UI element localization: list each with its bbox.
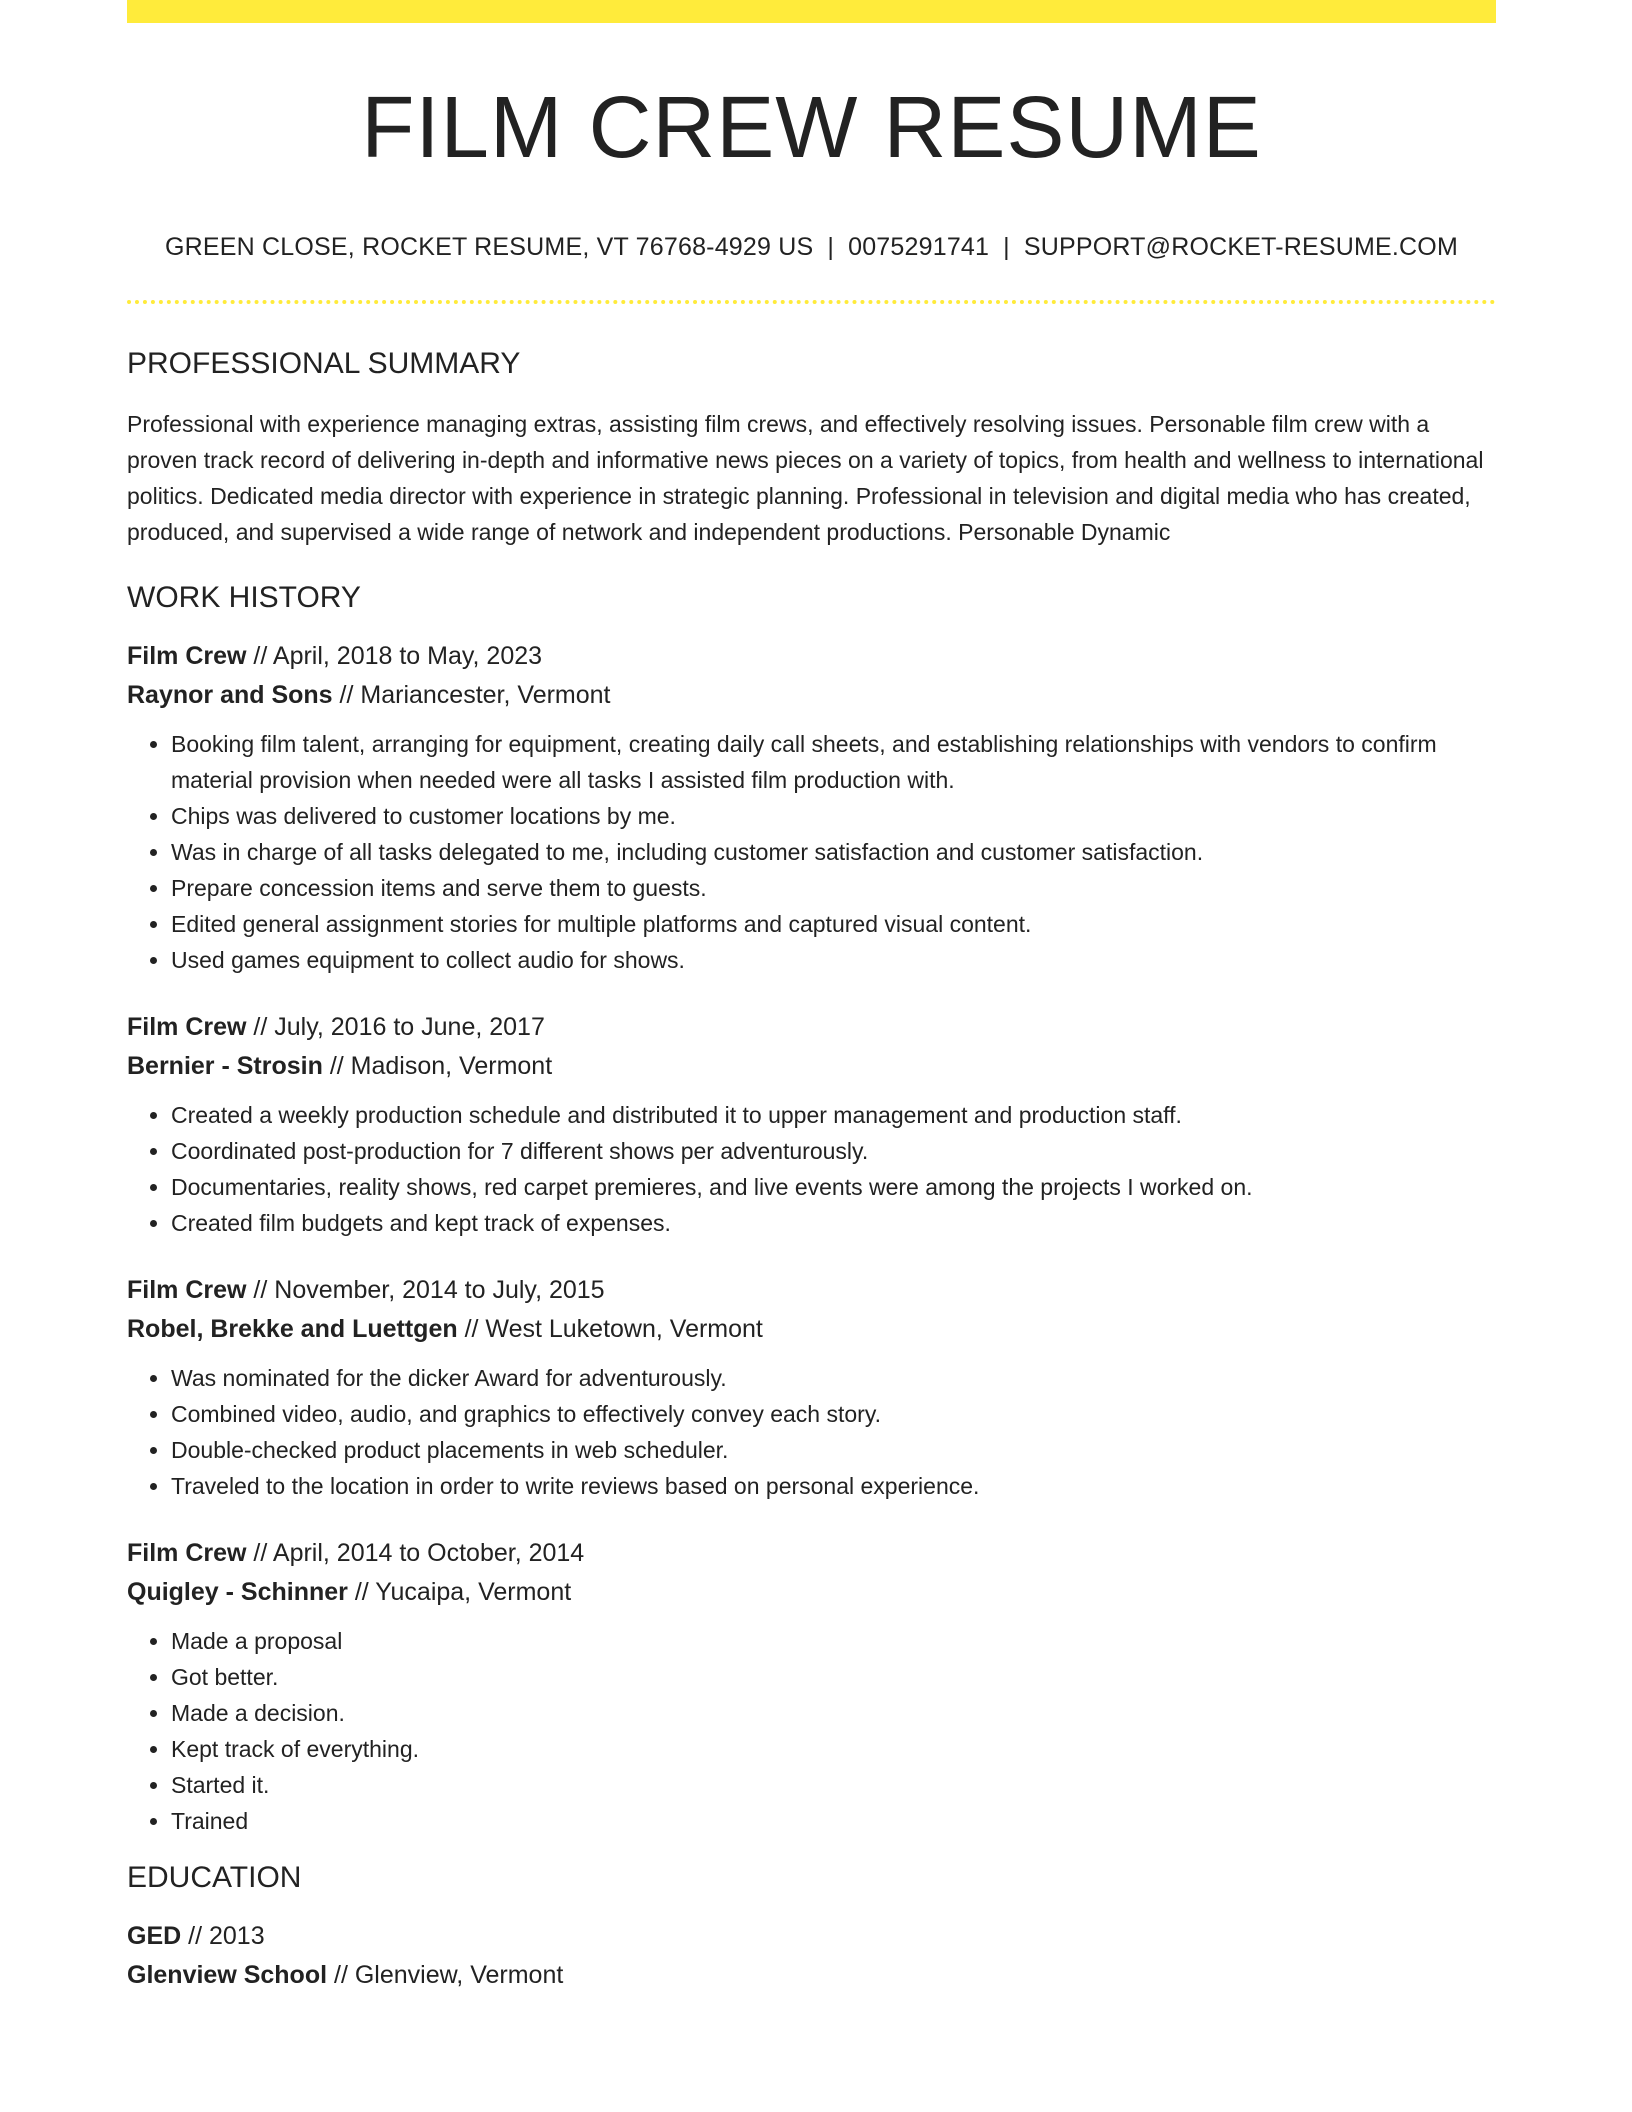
contact-email: SUPPORT@ROCKET-RESUME.COM [1023, 233, 1458, 261]
job-dates: April, 2018 to May, 2023 [272, 642, 543, 670]
job-bullet-list [127, 1623, 1496, 1839]
summary-heading: PROFESSIONAL SUMMARY [127, 347, 521, 380]
education-year: 2013 [208, 1922, 265, 1950]
job-separator: // [246, 642, 273, 670]
contact-separator: | [1003, 233, 1010, 261]
education-degree-line [127, 1917, 1496, 1956]
job-title: Film Crew [127, 642, 247, 670]
job-dates: July, 2016 to June, 2017 [274, 1013, 545, 1041]
job-separator: // [347, 1578, 376, 1606]
education-separator: // [181, 1922, 209, 1950]
job-company: Raynor and Sons [127, 681, 333, 709]
job-bullet: • Booking film talent, arranging for equipment, creating daily call sheets, and establishing relationships with vendors to confirm material provision when needed were all tasks I assisted film production with. [171, 726, 1496, 798]
job-title-line [127, 1271, 1496, 1310]
contact-phone: 0075291741 [848, 233, 990, 261]
job-company-line [127, 1047, 1496, 1086]
job-bullet: • Combined video, audio, and graphics to effectively convey each story. [171, 1396, 1496, 1432]
job-dates: April, 2014 to October, 2014 [272, 1539, 585, 1567]
job-company-line [127, 1573, 1496, 1612]
education-separator: // [327, 1961, 355, 1989]
job-location: Mariancester, Vermont [360, 681, 611, 709]
job-title-line [127, 1008, 1496, 1047]
job-company: Bernier - Strosin [127, 1052, 323, 1080]
education-school-line [127, 1956, 1496, 1995]
job-separator: // [332, 681, 361, 709]
job-separator: // [246, 1276, 275, 1304]
header-divider [127, 300, 1496, 304]
job-separator: // [322, 1052, 351, 1080]
job-location: Madison, Vermont [350, 1052, 553, 1080]
job-entry [127, 1534, 1496, 1839]
job-bullet: • Made a proposal [171, 1623, 1496, 1659]
job-bullet: • Used games equipment to collect audio for shows. [171, 942, 1496, 978]
job-bullet: • Chips was delivered to customer locations by me. [171, 798, 1496, 834]
job-bullet: • Prepare concession items and serve them to guests. [171, 870, 1496, 906]
work-history-list [127, 637, 1496, 1839]
job-title: Film Crew [127, 1013, 247, 1041]
job-separator: // [246, 1013, 275, 1041]
job-company: Quigley - Schinner [127, 1578, 348, 1606]
education-school: Glenview School [127, 1961, 328, 1989]
job-company: Robel, Brekke and Luettgen [127, 1315, 458, 1343]
job-bullet-list [127, 1097, 1496, 1241]
job-bullet: • Created film budgets and kept track of expenses. [171, 1205, 1496, 1241]
job-dates: November, 2014 to July, 2015 [274, 1276, 605, 1304]
work-history-heading: WORK HISTORY [127, 581, 361, 614]
contact-line [127, 235, 1496, 260]
job-bullet: • Traveled to the location in order to write reviews based on personal experience. [171, 1468, 1496, 1504]
job-title-line [127, 1534, 1496, 1573]
job-bullet: • Coordinated post-production for 7 different shows per adventurously. [171, 1133, 1496, 1169]
job-bullet: • Kept track of everything. [171, 1731, 1496, 1767]
contact-address: GREEN CLOSE, ROCKET RESUME, VT 76768-4929 US [165, 233, 814, 261]
job-bullet: • Created a weekly production schedule and distributed it to upper management and production staff. [171, 1097, 1496, 1133]
job-bullet-list [127, 726, 1496, 978]
resume-page [127, 0, 1496, 1995]
job-location: Yucaipa, Vermont [375, 1578, 572, 1606]
job-bullet: • Was nominated for the dicker Award for adventurously. [171, 1360, 1496, 1396]
job-entry [127, 1271, 1496, 1504]
job-bullet: • Double-checked product placements in web scheduler. [171, 1432, 1496, 1468]
job-bullet: • Got better. [171, 1659, 1496, 1695]
job-separator: // [457, 1315, 486, 1343]
job-location: West Luketown, Vermont [485, 1315, 763, 1343]
job-company-line [127, 1310, 1496, 1349]
job-title: Film Crew [127, 1276, 247, 1304]
summary-text: Professional with experience managing extras, assisting film crews, and effectively resolving issues. Personable film crew with a proven track record of delivering in-depth and informative news pieces on a variety of topics, from health and wellness to international politics. Dedicated media director with experience in strategic planning. Professional in television and digital media who has created, produced, and supervised a wide range of network and independent productions. Personable Dynamic [127, 411, 1484, 545]
contact-separator: | [827, 233, 835, 261]
education-entry [127, 1917, 1496, 1995]
education-heading: EDUCATION [127, 1861, 302, 1894]
job-entry [127, 1008, 1496, 1241]
education-location: Glenview, Vermont [354, 1961, 564, 1989]
resume-title: FILM CREW RESUME [361, 79, 1262, 176]
job-separator: // [246, 1539, 273, 1567]
job-entry [127, 637, 1496, 978]
job-title: Film Crew [127, 1539, 247, 1567]
job-title-line [127, 637, 1496, 676]
top-accent-bar [127, 0, 1496, 23]
job-bullet: • Made a decision. [171, 1695, 1496, 1731]
job-bullet: • Started it. [171, 1767, 1496, 1803]
education-degree: GED [127, 1922, 182, 1950]
job-bullet: • Documentaries, reality shows, red carpet premieres, and live events were among the projects I worked on. [171, 1169, 1496, 1205]
job-bullet: • Was in charge of all tasks delegated to me, including customer satisfaction and customer satisfaction. [171, 834, 1496, 870]
job-company-line [127, 676, 1496, 715]
job-bullet-list [127, 1360, 1496, 1504]
job-bullet: • Edited general assignment stories for multiple platforms and captured visual content. [171, 906, 1496, 942]
job-bullet: • Trained [171, 1803, 1496, 1839]
